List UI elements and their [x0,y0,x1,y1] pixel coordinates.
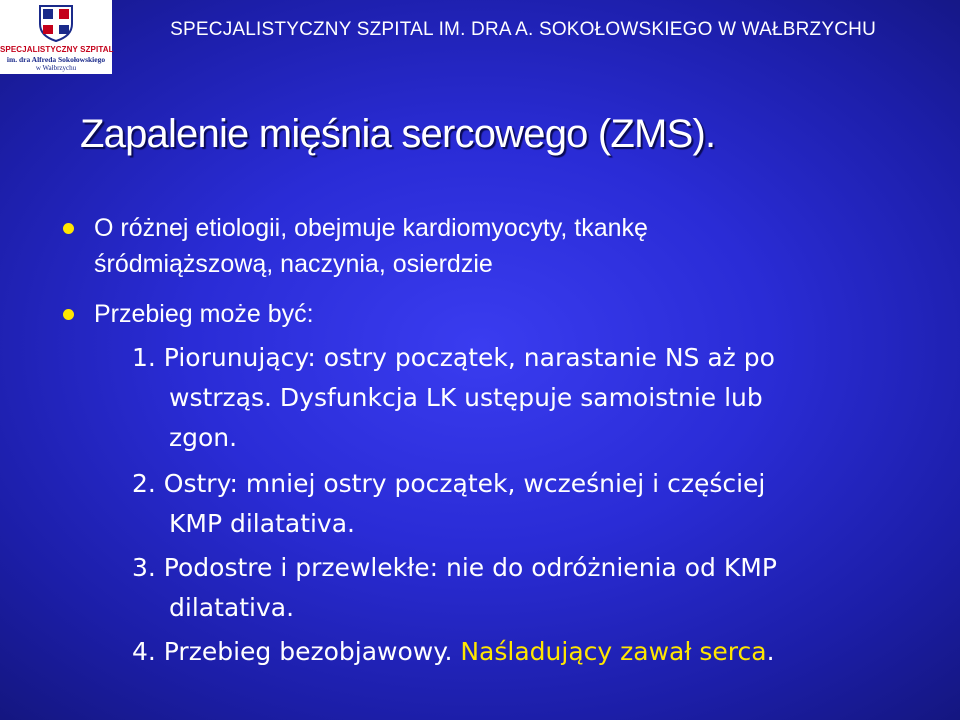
list-item-fulminant [132,338,912,458]
list-item-line: 2. Ostry: mniej ostry początek, wcześniej i częściej [132,469,766,498]
slide-header: SPECJALISTYCZNY SZPITAL IM. DRA A. SOKOŁOWSKIEGO W WAŁBRZYCHU [170,19,876,40]
list-item-line: 1. Piorunujący: ostry początek, narastanie NS aż po [132,343,775,372]
bullet-dot-icon [63,309,74,320]
list-item-line: dilatativa. [169,593,295,622]
logo-text-patron: im. dra Alfreda Sokołowskiego [6,55,106,64]
list-item-line: 3. Podostre i przewlekłe: nie do odróżnienia od KMP [132,553,777,582]
bullet-line: O różnej etiologii, obejmuje kardiomyocyty, tkankę [94,214,648,242]
bullet-line: Przebieg może być: [94,300,314,328]
list-item-chronic [132,548,912,628]
logo-text-hospital-type: SPECJALISTYCZNY SZPITAL [0,45,114,54]
bullet-dot-icon [63,223,74,234]
list-item-line: zgon. [169,423,238,452]
list-item-line: KMP dilatativa. [169,509,355,538]
hospital-logo [0,0,112,74]
logo-text-city: w Wałbrzychu [35,64,77,72]
bullet-line: śródmiąższową, naczynia, osierdzie [94,250,493,278]
list-item-suffix: . [766,637,775,666]
list-item-acute [132,464,912,544]
list-item-line: wstrząs. Dysfunkcja LK ustępuje samoistnie lub [169,383,763,412]
bullet-course [94,296,894,332]
list-item-highlight: Naśladujący zawał serca [460,637,767,666]
hospital-emblem-icon [36,4,76,42]
bullet-etiology [94,210,894,282]
list-item-prefix: 4. Przebieg bezobjawowy. [132,637,461,666]
slide-title: Zapalenie mięśnia sercowego (ZMS). [80,112,716,156]
list-item-asymptomatic [132,632,912,672]
